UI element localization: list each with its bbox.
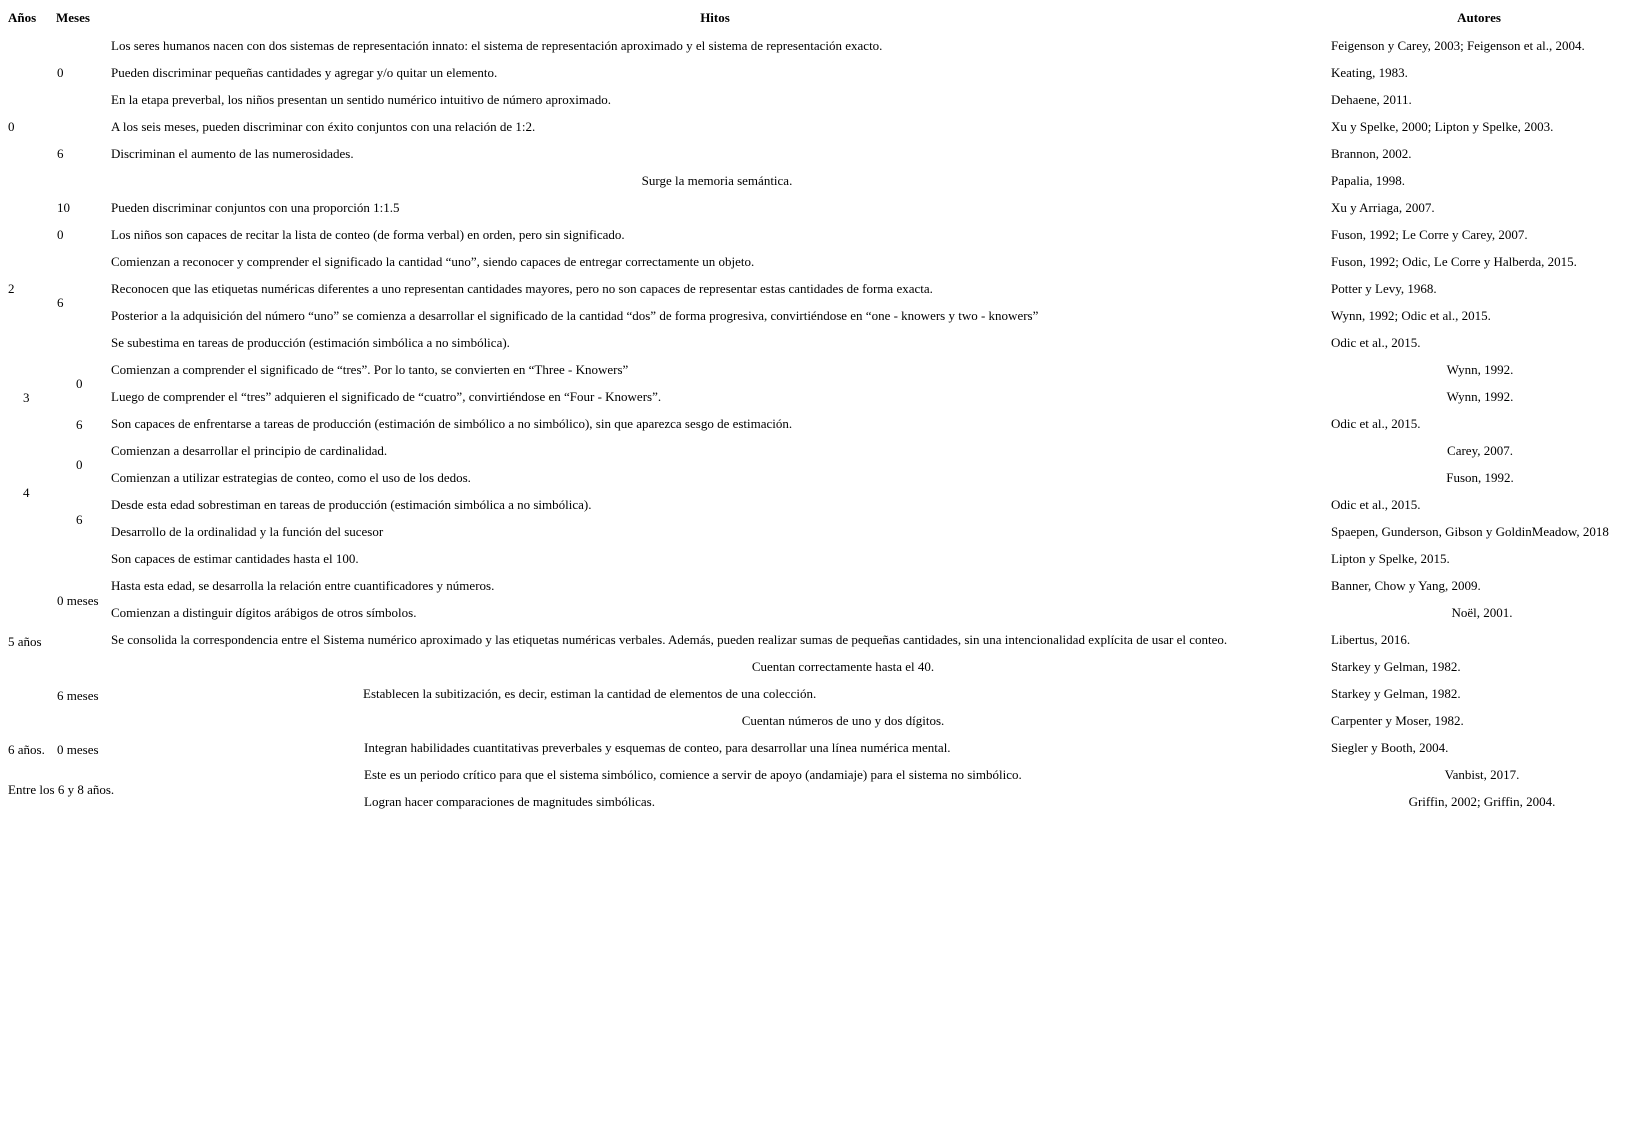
mes-cell: 0 (57, 227, 64, 242)
hito-cell: Reconocen que las etiquetas numéricas diferentes a uno representan cantidades mayores, pero no son capaces de representar estas cantidades de forma exacta. (111, 281, 933, 296)
hito-cell: Pueden discriminar pequeñas cantidades y agregar y/o quitar un elemento. (111, 65, 498, 80)
hito-cell: Comienzan a comprender el significado de “tres”. Por lo tanto, se convierten en “Three - Knowers” (111, 362, 629, 377)
hito-cell: Desde esta edad sobrestiman en tareas de producción (estimación simbólica a no simbólica). (111, 497, 592, 512)
mes-cell: 6 (76, 512, 83, 527)
mes-cell: 10 (57, 200, 70, 215)
hito-cell: Comienzan a reconocer y comprender el significado la cantidad “uno”, siendo capaces de entregar correctamente un objeto. (111, 254, 755, 269)
hito-cell: Logran hacer comparaciones de magnitudes simbólicas. (364, 794, 655, 809)
hito-cell: Comienzan a desarrollar el principio de cardinalidad. (111, 443, 388, 458)
autor-cell: Vanbist, 2017. (1444, 767, 1520, 782)
mes-cell: 6 (76, 417, 83, 432)
hito-cell: Los niños son capaces de recitar la lista de conteo (de forma verbal) en orden, pero sin significado. (111, 227, 625, 242)
autor-cell: Carpenter y Moser, 1982. (1331, 713, 1464, 728)
mes-cell: 6 (57, 295, 64, 310)
autor-cell: Siegler y Booth, 2004. (1331, 740, 1449, 755)
autor-cell: Fuson, 1992. (1446, 470, 1514, 485)
autor-cell: Noël, 2001. (1451, 605, 1513, 620)
hito-cell: Comienzan a utilizar estrategias de conteo, como el uso de los dedos. (111, 470, 471, 485)
hito-cell: Establecen la subitización, es decir, estiman la cantidad de elementos de una colección. (363, 686, 817, 701)
autor-cell: Wynn, 1992. (1446, 362, 1514, 377)
autor-cell: Lipton y Spelke, 2015. (1331, 551, 1450, 566)
autor-cell: Papalia, 1998. (1331, 173, 1406, 188)
ano-cell: 3 (23, 390, 30, 405)
autor-cell: Odic et al., 2015. (1331, 335, 1421, 350)
hito-cell: Son capaces de enfrentarse a tareas de producción (estimación de simbólico a no simbólico), sin que aparezca sesgo de estimación. (111, 416, 793, 431)
hito-cell: En la etapa preverbal, los niños presentan un sentido numérico intuitivo de número aproximado. (111, 92, 612, 107)
hito-cell: Pueden discriminar conjuntos con una proporción 1:1.5 (111, 200, 400, 215)
autor-cell: Xu y Arriaga, 2007. (1331, 200, 1435, 215)
autor-cell: Xu y Spelke, 2000; Lipton y Spelke, 2003. (1331, 119, 1554, 134)
autor-cell: Dehaene, 2011. (1331, 92, 1412, 107)
hito-cell: Se subestima en tareas de producción (estimación simbólica a no simbólica). (111, 335, 510, 350)
header-meses: Meses (56, 10, 90, 25)
hito-cell: Se consolida la correspondencia entre el Sistema numérico aproximado y las etiquetas numéricas verbales. Además, pueden realizar sumas de pequeñas cantidades, sin una intencionalidad explícita de usar el conteo. (111, 632, 1228, 647)
hito-cell: Desarrollo de la ordinalidad y la función del sucesor (111, 524, 384, 539)
autor-cell: Starkey y Gelman, 1982. (1331, 659, 1461, 674)
autor-cell: Brannon, 2002. (1331, 146, 1412, 161)
autor-cell: Wynn, 1992. (1446, 389, 1514, 404)
hito-cell: Los seres humanos nacen con dos sistemas de representación innato: el sistema de representación aproximado y el sistema de representación exacto. (111, 38, 883, 53)
mes-cell: 6 meses (57, 688, 99, 703)
autor-cell: Odic et al., 2015. (1331, 497, 1421, 512)
mes-cell: 0 (76, 376, 83, 391)
hito-cell: Comienzan a distinguir dígitos arábigos de otros símbolos. (111, 605, 417, 620)
hito-cell: Son capaces de estimar cantidades hasta el 100. (111, 551, 359, 566)
hito-cell: Cuentan correctamente hasta el 40. (751, 659, 935, 674)
hito-cell: A los seis meses, pueden discriminar con éxito conjuntos con una relación de 1:2. (111, 119, 536, 134)
autor-cell: Spaepen, Gunderson, Gibson y GoldinMeadow, 2018 (1331, 524, 1609, 539)
hito-cell: Luego de comprender el “tres” adquieren el significado de “cuatro”, convirtiéndose en “Four - Knowers”. (111, 389, 662, 404)
autor-cell: Potter y Levy, 1968. (1331, 281, 1437, 296)
autor-cell: Banner, Chow y Yang, 2009. (1331, 578, 1481, 593)
autor-cell: Starkey y Gelman, 1982. (1331, 686, 1461, 701)
hito-cell: Discriminan el aumento de las numerosidades. (111, 146, 354, 161)
autor-cell: Wynn, 1992; Odic et al., 2015. (1331, 308, 1491, 323)
autor-cell: Odic et al., 2015. (1331, 416, 1421, 431)
ano-cell: 6 años. (8, 742, 45, 757)
autor-cell: Keating, 1983. (1331, 65, 1408, 80)
header-anos: Años (8, 10, 37, 25)
ano-cell: 4 (23, 485, 30, 500)
ano-cell: 2 (8, 281, 15, 296)
ano-cell: 5 años (8, 634, 42, 649)
mes-cell: 0 meses (57, 593, 99, 608)
autor-cell: Libertus, 2016. (1331, 632, 1411, 647)
autor-cell: Feigenson y Carey, 2003; Feigenson et al., 2004. (1331, 38, 1585, 53)
hito-cell: Posterior a la adquisición del número “uno” se comienza a desarrollar el significado de la cantidad “dos” de forma progresiva, convirtiéndose en “one - knowers y two - knowers” (111, 308, 1039, 323)
hito-cell: Integran habilidades cuantitativas preverbales y esquemas de conteo, para desarrollar una línea numérica mental. (364, 740, 951, 755)
mes-cell: 6 (57, 146, 64, 161)
ano-cell: Entre los 6 y 8 años. (8, 782, 115, 797)
header-autores: Autores (1457, 10, 1501, 25)
ano-cell: 0 (8, 119, 15, 134)
autor-cell: Carey, 2007. (1447, 443, 1513, 458)
autor-cell: Fuson, 1992; Odic, Le Corre y Halberda, 2015. (1331, 254, 1577, 269)
mes-cell: 0 (76, 457, 83, 472)
hito-cell: Surge la memoria semántica. (641, 173, 793, 188)
mes-cell: 0 (57, 65, 64, 80)
hito-cell: Hasta esta edad, se desarrolla la relación entre cuantificadores y números. (111, 578, 495, 593)
hito-cell: Este es un periodo crítico para que el sistema simbólico, comience a servir de apoyo (andamiaje) para el sistema no simbólico. (364, 767, 1022, 782)
header-hitos: Hitos (700, 10, 730, 25)
autor-cell: Griffin, 2002; Griffin, 2004. (1408, 794, 1556, 809)
mes-cell: 0 meses (57, 742, 99, 757)
autor-cell: Fuson, 1992; Le Corre y Carey, 2007. (1331, 227, 1528, 242)
hito-cell: Cuentan números de uno y dos dígitos. (741, 713, 945, 728)
